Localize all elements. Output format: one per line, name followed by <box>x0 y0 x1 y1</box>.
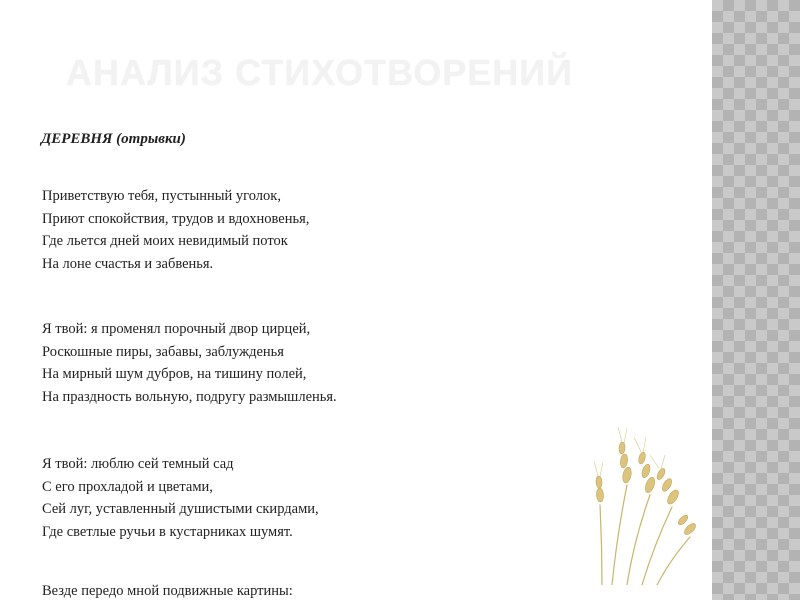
poem-subtitle: ДЕРЕВНЯ (отрывки) <box>41 131 186 147</box>
poem-line: Где светлые ручьи в кустарниках шумят. <box>42 523 293 540</box>
wheat-illustration <box>572 425 702 585</box>
poem-line: Роскошные пиры, забавы, заблужденья <box>42 343 284 360</box>
poem-line: Где льется дней моих невидимый поток <box>42 233 288 249</box>
poem-line: На праздность вольную, подругу размышленья. <box>42 388 337 405</box>
poem-line: Я твой: я променял порочный двор цирцей, <box>42 321 311 337</box>
poem-line: Я твой: люблю сей темный сад <box>42 456 234 472</box>
poem-line: С его прохладой и цветами, <box>42 478 213 495</box>
poem-stanza-3 <box>42 453 562 543</box>
poem-line: Везде передо мной подвижные картины: <box>42 583 293 599</box>
poem-line: Приют спокойствия, трудов и вдохновенья, <box>42 210 310 227</box>
poem-line: Приветствую тебя, пустынный уголок, <box>42 188 281 204</box>
poem-line: На лоне счастья и забвенья. <box>42 255 214 272</box>
poem-stanza-4 <box>42 580 562 600</box>
slide-title: АНАЛИЗ СТИХОТВОРЕНИЙ <box>66 52 574 93</box>
poem-stanza-1 <box>42 185 562 275</box>
poem-line: На мирный шум дубров, на тишину полей, <box>42 366 307 382</box>
poem-line: Сей луг, уставленный душистыми скирдами, <box>42 501 319 517</box>
poem-stanza-2 <box>42 318 562 408</box>
decorative-pattern-strip <box>712 0 800 600</box>
